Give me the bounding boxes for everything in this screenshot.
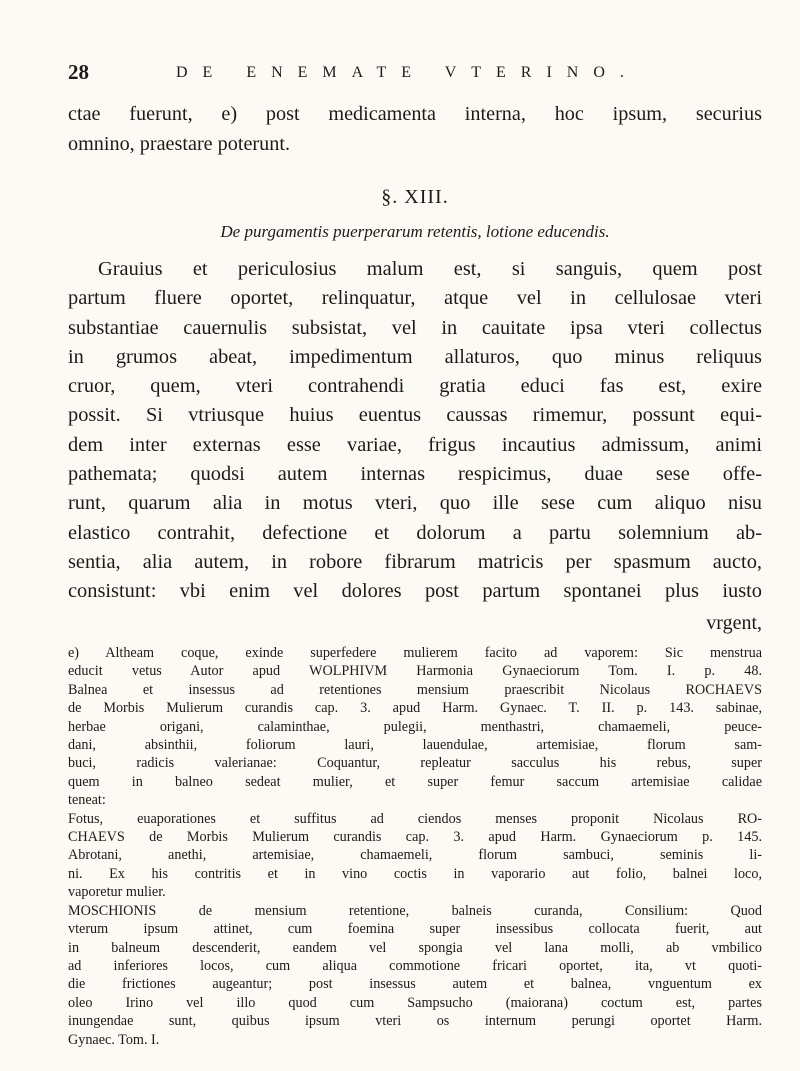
text-line: sentia, alia autem, in robore fibrarum matricis per spasmum aucto, [68, 550, 762, 573]
note-line: herbae origani, calaminthae, pulegii, menthastri, chamaemeli, peuce- [68, 718, 762, 735]
note-line: buci, radicis valerianae: Coquantur, repleatur sacculus his rebus, super [68, 755, 762, 772]
text-line: substantiae cauernulis subsistat, vel in cauitate ipsa vteri collectus [68, 316, 762, 339]
text-line: ctae fuerunt, e) post medicamenta interna, hoc ipsum, securius [68, 103, 762, 125]
text-line: dem inter externas esse variae, frigus incautius admissum, animi [68, 433, 762, 456]
catchword: vrgent, [706, 612, 762, 634]
page-header [68, 56, 768, 90]
text-line: omnino, praestare poterunt. [68, 132, 290, 155]
text-line: in grumos abeat, impedimentum allaturos, quo minus reliquus [68, 345, 762, 368]
footnote [68, 644, 762, 1049]
text-line: elastico contrahit, defectione et dolorum a partu solemnium ab- [68, 521, 762, 544]
text-line: partum fluere oportet, relinquatur, atque vel in cellulosae vteri [68, 287, 762, 310]
note-line: educit vetus Autor apud WOLPHIVM Harmonia Gynaeciorum Tom. I. p. 48. [68, 663, 762, 680]
note-line: ad inferiores locos, cum aliqua commotione fricari oportet, ita, vt quoti- [68, 957, 762, 974]
text-line: Grauius et periculosius malum est, si sanguis, quem post [98, 258, 762, 280]
note-line: vaporetur mulier. [68, 884, 166, 901]
note-line: inungendae sunt, quibus ipsum vteri os internum perungi oportet Harm. [68, 1013, 762, 1030]
note-line: quem in balneo sedeat mulier, et super femur saccum artemisiae calidae [68, 773, 762, 790]
section-title: De purgamentis puerperarum retentis, lotione educendis. [220, 222, 610, 241]
note-line: Abrotani, anethi, artemisiae, chamaemeli, florum sambuci, seminis li- [68, 847, 762, 864]
note-line: in balneum descenderit, eandem vel spongia vel lana molli, ab vmbilico [68, 939, 762, 956]
text-line: runt, quarum alia in motus vteri, quo ille sese cum aliquo nisu [68, 492, 762, 515]
text-line: cruor, quem, vteri contrahendi gratia educi fas est, exire [68, 375, 762, 398]
note-line: ni. Ex his contritis et in vino coctis in vaporario aut folio, balnei loco, [68, 865, 762, 882]
note-line: dani, absinthii, foliorum lauri, lauendulae, artemisiae, florum sam- [68, 737, 762, 754]
intro-paragraph [68, 100, 762, 159]
note-line: e) Altheam coque, exinde superfedere mulierem facito ad vaporem: Sic menstrua [68, 645, 762, 661]
note-line: Gynaec. Tom. I. [68, 1031, 160, 1048]
note-line: CHAEVS de Morbis Mulierum curandis cap. 3. apud Harm. Gynaeciorum p. 145. [68, 829, 762, 846]
note-line: die frictiones augeantur; post insessus autem et balnea, vnguentum ex [68, 976, 762, 993]
text-line: possit. Si vtriusque huius euentus caussas rimemur, possunt equi- [68, 404, 762, 427]
note-line: vterum ipsum attinet, cum foemina super insessibus collocata fuerit, aut [68, 921, 762, 938]
note-line: de Morbis Mulierum curandis cap. 3. apud Harm. Gynaec. T. II. p. 143. sabinae, [68, 700, 762, 717]
running-title: DE ENEMATE VTERINO. [176, 64, 639, 81]
text-line: consistunt: vbi enim vel dolores post partum spontanei plus iusto [68, 580, 762, 603]
note-line: Balnea et insessus ad retentiones mensium praescribit Nicolaus ROCHAEVS [68, 681, 762, 698]
section-number: §. XIII. [381, 186, 449, 208]
note-line: MOSCHIONIS de mensium retentione, balneis curanda, Consilium: Quod [68, 902, 762, 919]
text-line: pathemata; quodsi autem internas respicimus, duae sese offe- [68, 463, 762, 486]
note-line: Fotus, euaporationes et suffitus ad ciendos menses proponit Nicolaus RO- [68, 810, 762, 827]
section-body [68, 255, 762, 607]
note-line: oleo Irino vel illo quod cum Sampsucho (maiorana) coctum est, partes [68, 994, 762, 1011]
page-number: 28 [68, 60, 89, 84]
note-line: teneat: [68, 792, 106, 809]
